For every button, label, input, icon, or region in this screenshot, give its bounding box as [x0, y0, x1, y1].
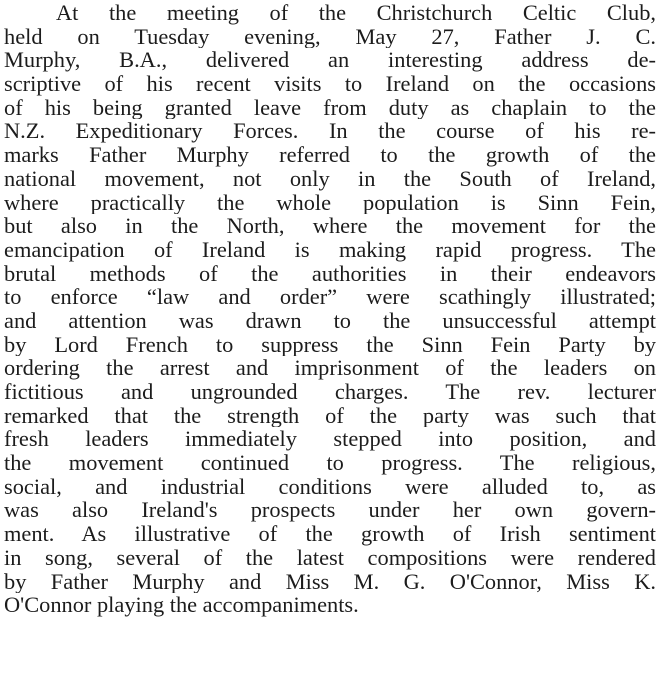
- text-line: the movement continued to progress. The religious,: [4, 451, 656, 475]
- text-line: social, and industrial conditions were alluded to, as: [4, 474, 656, 499]
- text-line: N.Z. Expeditionary Forces. In the course of his re-: [4, 119, 656, 144]
- article-paragraph: [4, 0, 656, 617]
- text-line: brutal methods of the authorities in their endeavors: [4, 261, 656, 286]
- text-line: remarked that the strength of the party was such that: [4, 403, 656, 428]
- text-line: O'Connor playing the accompaniments.: [4, 593, 359, 617]
- text-line: ment. As illustrative of the growth of Irish sentiment: [4, 522, 656, 546]
- text-line: by Lord French to suppress the Sinn Fein Party by: [4, 332, 656, 357]
- text-line: fresh leaders immediately stepped into position, and: [4, 427, 656, 452]
- text-line: held on Tuesday evening, May 27, Father J. C.: [4, 24, 656, 49]
- text-line: to enforce “law and order” were scathingly illustrated;: [4, 285, 656, 309]
- text-line: of his being granted leave from duty as chaplain to the: [4, 95, 656, 120]
- text-line: but also in the North, where the movement for the: [4, 214, 656, 238]
- text-line: by Father Murphy and Miss M. G. O'Connor, Miss K.: [4, 569, 656, 594]
- text-line: in song, several of the latest compositions were rendered: [4, 545, 656, 570]
- text-line: was also Ireland's prospects under her own govern-: [4, 498, 656, 523]
- text-line: national movement, not only in the South of Ireland,: [4, 166, 656, 191]
- text-line: emancipation of Ireland is making rapid progress. The: [4, 237, 656, 262]
- text-line: Murphy, B.A., delivered an interesting address de-: [4, 48, 656, 73]
- text-line: scriptive of his recent visits to Ireland on the occasions: [4, 72, 656, 96]
- text-line: ordering the arrest and imprisonment of the leaders on: [4, 356, 656, 380]
- text-line: where practically the whole population is Sinn Fein,: [4, 190, 656, 215]
- text-line: At the meeting of the Christchurch Celtic Club,: [56, 1, 656, 25]
- text-line: marks Father Murphy referred to the growth of the: [4, 143, 656, 167]
- text-line: and attention was drawn to the unsuccessful attempt: [4, 308, 656, 333]
- text-line: fictitious and ungrounded charges. The rev. lecturer: [4, 380, 656, 404]
